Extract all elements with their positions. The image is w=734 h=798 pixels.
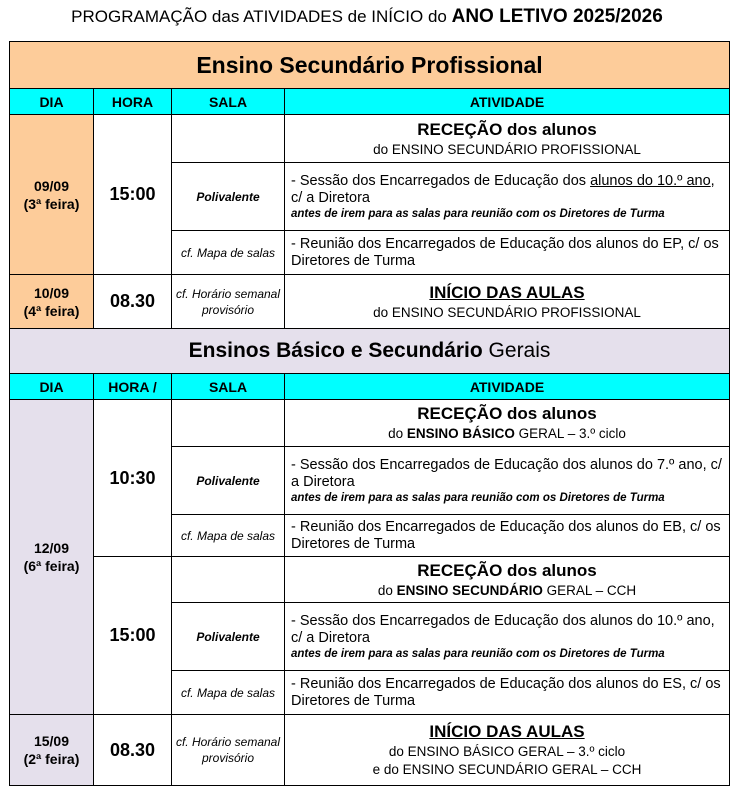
room-cell: cf. Mapa de salas <box>172 515 285 557</box>
table-row <box>10 115 730 163</box>
time-cell: 15:00 <box>94 115 172 275</box>
day-cell: 12/09 (6ª feira) <box>10 400 94 715</box>
activity-cell: - Sessão dos Encarregados de Educação dos alunos do 10.º ano, c/ a Diretora antes de irem para as salas para reunião com os Diretores de Turma <box>285 163 730 231</box>
time-cell: 15:00 <box>94 557 172 715</box>
activity-cell: - Reunião dos Encarregados de Educação dos alunos do ES, c/ os Diretores de Turma <box>285 671 730 715</box>
activity-cell: - Reunião dos Encarregados de Educação dos alunos do EP, c/ os Diretores de Turma <box>285 231 730 275</box>
room-cell <box>172 557 285 603</box>
title-part2: ANO LETIVO 2025/2026 <box>451 6 663 27</box>
header-hora: HORA <box>94 89 172 115</box>
title-part1: PROGRAMAÇÃO das ATIVIDADES de INÍCIO do <box>71 7 452 26</box>
activity-cell: - Sessão dos Encarregados de Educação dos alunos do 10.º ano, c/ a Diretora antes de irem para as salas para reunião com os Diretores de Turma <box>285 603 730 671</box>
room-cell: Polivalente <box>172 603 285 671</box>
room-cell <box>172 400 285 447</box>
time-cell: 08.30 <box>94 715 172 786</box>
activity-cell: RECEÇÃO dos alunos do ENSINO SECUNDÁRIO PROFISSIONAL <box>285 115 730 163</box>
activity-cell: RECEÇÃO dos alunos do ENSINO BÁSICO GERAL – 3.º ciclo <box>285 400 730 447</box>
activity-cell: INÍCIO DAS AULAS do ENSINO BÁSICO GERAL – 3.º ciclo e do ENSINO SECUNDÁRIO GERAL – CCH <box>285 715 730 786</box>
room-cell: cf. Mapa de salas <box>172 231 285 275</box>
header-sala: SALA <box>172 374 285 400</box>
activity-cell: INÍCIO DAS AULAS do ENSINO SECUNDÁRIO PROFISSIONAL <box>285 275 730 329</box>
activity-cell: - Reunião dos Encarregados de Educação dos alunos do EB, c/ os Diretores de Turma <box>285 515 730 557</box>
day-cell: 09/09 (3ª feira) <box>10 115 94 275</box>
time-cell: 10:30 <box>94 400 172 557</box>
day-cell: 10/09 (4ª feira) <box>10 275 94 329</box>
room-cell <box>172 115 285 163</box>
table-row <box>10 715 730 786</box>
activity-cell: RECEÇÃO dos alunos do ENSINO SECUNDÁRIO GERAL – CCH <box>285 557 730 603</box>
header-dia: DIA <box>10 374 94 400</box>
header-sala: SALA <box>172 89 285 115</box>
section1-title: Ensino Secundário Profissional <box>10 42 730 89</box>
room-cell: cf. Horário semanal provisório <box>172 275 285 329</box>
room-cell: cf. Mapa de salas <box>172 671 285 715</box>
section1-header-row <box>10 89 730 115</box>
schedule-table <box>9 41 730 786</box>
room-cell: cf. Horário semanal provisório <box>172 715 285 786</box>
table-row <box>10 275 730 329</box>
page-title <box>0 6 734 28</box>
time-cell: 08.30 <box>94 275 172 329</box>
section2-header-row <box>10 374 730 400</box>
room-cell: Polivalente <box>172 447 285 515</box>
header-hora: HORA / <box>94 374 172 400</box>
header-dia: DIA <box>10 89 94 115</box>
activity-cell: - Sessão dos Encarregados de Educação dos alunos do 7.º ano, c/ a Diretora antes de irem para as salas para reunião com os Diretores de Turma <box>285 447 730 515</box>
day-cell: 15/09 (2ª feira) <box>10 715 94 786</box>
table-row <box>10 400 730 447</box>
header-atividade: ATIVIDADE <box>285 374 730 400</box>
table-row <box>10 557 730 603</box>
room-cell: Polivalente <box>172 163 285 231</box>
header-atividade: ATIVIDADE <box>285 89 730 115</box>
section2-title: Ensinos Básico e Secundário Gerais <box>10 329 730 374</box>
